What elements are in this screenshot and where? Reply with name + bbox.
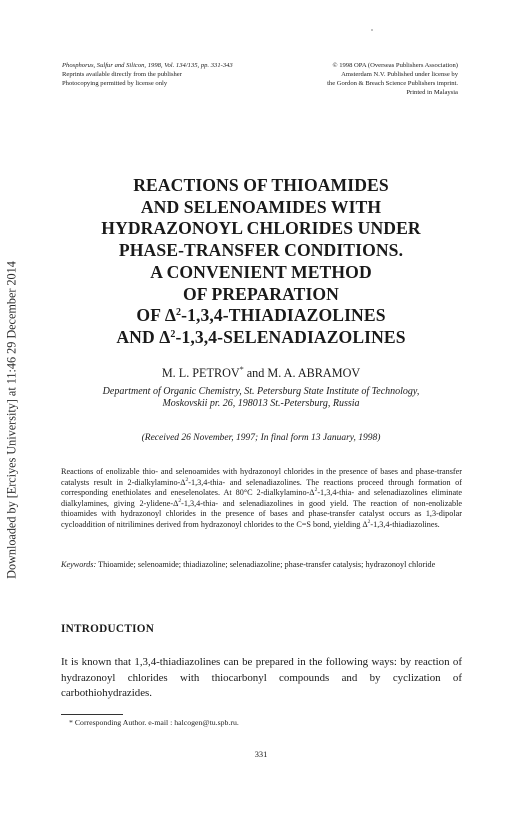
footnote-divider	[61, 714, 123, 715]
keywords	[61, 560, 462, 571]
affiliation-line: Department of Organic Chemistry, St. Petersburg State Institute of Technology,	[102, 386, 420, 397]
page-number: 331	[254, 750, 268, 759]
journal-header-left	[62, 61, 233, 88]
affiliation	[60, 386, 462, 411]
printed-line: Printed in Malaysia	[406, 89, 458, 96]
title-line: REACTIONS OF THIOAMIDES	[133, 175, 389, 195]
keywords-text: Thioamide; selenoamide; thiadiazoline; selenadiazoline; phase-transfer catalysis; hydrazonoyl chloride	[96, 560, 436, 569]
affiliation-line: Moskovskii pr. 26, 198013 St.-Petersburg, Russia	[162, 398, 360, 410]
section-heading-introduction: INTRODUCTION	[61, 623, 155, 635]
title-line: OF $\Delta^2-1,3,4$-THIADIAZOLINES	[136, 305, 386, 326]
title-line: PHASE-TRANSFER CONDITIONS.	[118, 240, 404, 261]
introduction-paragraph: It is known that 1,3,4-thiadiazolines can be prepared in the following ways: by reaction of hydrazonoyl chlorides with thiocarbonyl compounds and by cyclization of carbothiohydrazides.	[61, 656, 462, 700]
imprint-line: the Gordon & Breach Science Publishers imprint.	[327, 80, 458, 87]
title-line: AND SELENOAMIDES WITH	[140, 196, 382, 217]
title-line: A CONVENIENT METHOD	[150, 261, 372, 282]
copyright-line: © 1998 OPA (Overseas Publishers Association)	[332, 62, 458, 69]
title-line: AND $\Delta^2-1,3,4$-SELENADIAZOLINES	[116, 326, 406, 347]
reprint-note: Reprints available directly from the publisher	[62, 71, 182, 78]
author-list: M. L. PETROV* and M. A. ABRAMOV	[161, 365, 361, 380]
keywords-label: Keywords:	[61, 560, 97, 569]
journal-citation: Phosphorus, Sulfur and Silicon, 1998, Vol. 134/135, pp. 331-343	[62, 62, 233, 69]
scan-speck	[371, 29, 373, 31]
license-line: Amsterdam N.V. Published under license by	[341, 71, 458, 78]
footnote: * Corresponding Author. e-mail : halcogen@tu.spb.ru.	[69, 718, 239, 727]
abstract: Reactions of enolizable thio- and selenoamides with hydrazonoyl chlorides in the presence of bases and phase-transfer catalysts result in $2-dialkylamino-\Delta^2-1,3,4-thia-$ and selenadiazolines. The reactions proceed through formation of corresponding enethiolates and eneselenolates. At 80°C $2-dialkylamino-\Delta^2-1,3,4-thia-$ and selenadiazolines eliminate dialkylamines, giving $2-ylidene-\Delta^2-1,3,4-thia-$ and selenadiazolines in good yield. The reaction of non-enolizable thioamides with hydrazonoyl chlorides in the presence of bases and phase-transfer catalyst occurs as 1,3-dipolar cycloaddition of nitrilimines derived from hydrazonoyl chlorides to the C=S bond, yielding $\Delta^2-1,3,4$-thiadiazolines.	[61, 467, 462, 529]
journal-header-right	[327, 61, 458, 97]
download-note: Downloaded by [Erciyes University] at 11:46 29 December 2014	[4, 261, 19, 579]
title-line: HYDRAZONOYL CHLORIDES UNDER	[101, 218, 421, 239]
author-name: M. L. PETROV	[161, 366, 240, 380]
photocopy-note: Photocopying permitted by license only	[62, 80, 168, 87]
received-dates: (Received 26 November, 1997; In final form 13 January, 1998)	[141, 433, 381, 443]
title-line: OF PREPARATION	[183, 283, 339, 304]
paper-title	[60, 175, 462, 349]
download-watermark	[1, 230, 23, 610]
corresponding-mark: *	[239, 365, 244, 375]
author-name: M. A. ABRAMOV	[267, 366, 361, 380]
